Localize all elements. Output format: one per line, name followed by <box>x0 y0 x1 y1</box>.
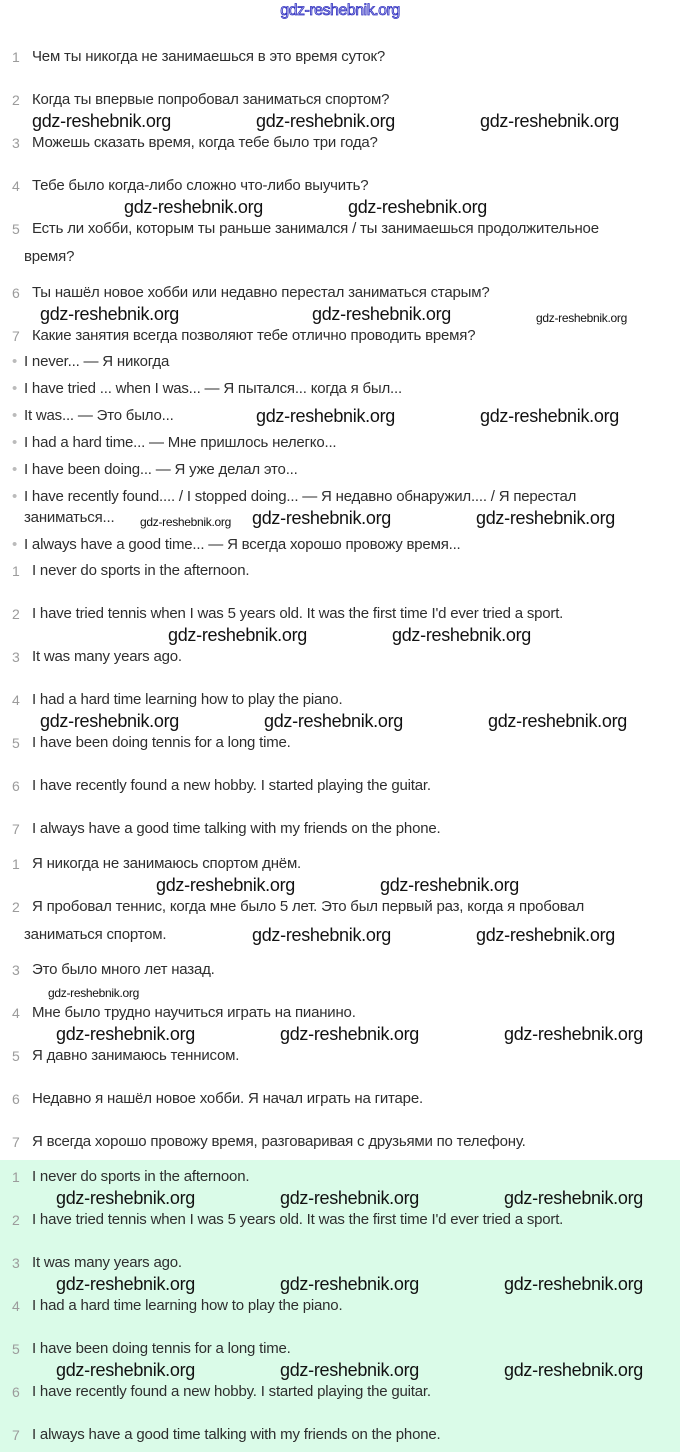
watermark-text: gdz-reshebnik.org <box>40 304 179 324</box>
bullet-icon: • <box>12 434 18 451</box>
watermark-text: gdz-reshebnik.org <box>380 875 519 895</box>
watermark-text: gdz-reshebnik.org <box>40 711 179 731</box>
watermark-text: gdz-reshebnik.org <box>56 1188 195 1208</box>
watermark-text: gdz-reshebnik.org <box>256 111 395 131</box>
item-number: 5 <box>12 1341 20 1357</box>
watermark-text: gdz-reshebnik.org <box>504 1274 643 1294</box>
watermark-text: gdz-reshebnik.org <box>504 1360 643 1380</box>
bullet-icon: • <box>12 536 18 553</box>
item-text: I never do sports in the afternoon. <box>32 1168 250 1185</box>
item-text: I never... — Я никогда <box>24 353 170 370</box>
item-number: 2 <box>12 1212 20 1228</box>
item-text: I had a hard time learning how to play the piano. <box>32 691 343 708</box>
item-number: 3 <box>12 135 20 151</box>
watermark-text: gdz-reshebnik.org <box>280 1360 419 1380</box>
item-text: Я всегда хорошо провожу время, разговаривая с друзьями по телефону. <box>32 1133 526 1150</box>
watermark-text: gdz-reshebnik.org <box>476 925 615 945</box>
watermark-text: gdz-reshebnik.org <box>476 508 615 528</box>
item-number: 5 <box>12 1048 20 1064</box>
item-text: Можешь сказать время, когда тебе было три года? <box>32 134 378 151</box>
item-text: Какие занятия всегда позволяют тебе отлично проводить время? <box>32 327 476 344</box>
item-text: I always have a good time... — Я всегда хорошо провожу время... <box>24 536 461 553</box>
watermark-text: gdz-reshebnik.org <box>32 111 171 131</box>
item-text: I have tried tennis when I was 5 years old. It was the first time I'd ever tried a sport. <box>32 1211 564 1228</box>
item-text: I have been doing tennis for a long time. <box>32 1340 291 1357</box>
item-number: 3 <box>12 1255 20 1271</box>
watermark-text: gdz-reshebnik.org <box>56 1024 195 1044</box>
watermark-text: gdz-reshebnik.org <box>252 508 391 528</box>
item-number: 4 <box>12 1005 20 1021</box>
item-text: Я давно занимаюсь теннисом. <box>32 1047 240 1064</box>
item-text: I always have a good time talking with my friends on the phone. <box>32 820 441 837</box>
watermark-text: gdz-reshebnik.org <box>56 1274 195 1294</box>
watermark-text: gdz-reshebnik.org <box>280 1274 419 1294</box>
item-number: 4 <box>12 1298 20 1314</box>
item-text: It was... — Это было... <box>24 407 174 424</box>
item-number: 5 <box>12 221 20 237</box>
watermark-text: gdz-reshebnik.org <box>488 711 627 731</box>
watermark-text: gdz-reshebnik.org <box>156 875 295 895</box>
item-text: Чем ты никогда не занимаешься в это время суток? <box>32 48 386 65</box>
item-text: Я пробовал теннис, когда мне было 5 лет. Это был первый раз, когда я пробовал <box>32 898 585 915</box>
item-text: Когда ты впервые попробовал заниматься спортом? <box>32 91 390 108</box>
item-number: 6 <box>12 285 20 301</box>
item-text: I have tried ... when I was... — Я пытался... когда я был... <box>24 380 402 397</box>
item-number: 4 <box>12 692 20 708</box>
item-text: I always have a good time talking with my friends on the phone. <box>32 1426 441 1443</box>
item-text: Тебе было когда-либо сложно что-либо выучить? <box>32 177 369 194</box>
watermark-text: gdz-reshebnik.org <box>392 625 531 645</box>
item-number: 7 <box>12 328 20 344</box>
item-text: It was many years ago. <box>32 1254 182 1271</box>
item-number: 6 <box>12 1091 20 1107</box>
item-text: I had a hard time... — Мне пришлось нелегко... <box>24 434 337 451</box>
item-text: Мне было трудно научиться играть на пианино. <box>32 1004 356 1021</box>
bullet-icon: • <box>12 488 18 505</box>
item-number: 4 <box>12 178 20 194</box>
bullet-icon: • <box>12 461 18 478</box>
bullet-icon: • <box>12 380 18 397</box>
item-text: It was many years ago. <box>32 648 182 665</box>
item-number: 7 <box>12 1134 20 1150</box>
watermark-text: gdz-reshebnik.org <box>348 197 487 217</box>
item-text: I have been doing... — Я уже делал это... <box>24 461 298 478</box>
item-text: Есть ли хобби, которым ты раньше занимался / ты занимаешься продолжительное <box>32 220 599 237</box>
watermark-text: gdz-reshebnik.org <box>264 711 403 731</box>
item-number: 2 <box>12 899 20 915</box>
item-text-continued: заниматься... <box>24 509 115 526</box>
item-number: 3 <box>12 962 20 978</box>
item-text: Я никогда не занимаюсь спортом днём. <box>32 855 302 872</box>
item-number: 3 <box>12 649 20 665</box>
item-number: 2 <box>12 606 20 622</box>
item-number: 1 <box>12 49 20 65</box>
watermark-text: gdz-reshebnik.org <box>480 406 619 426</box>
item-text-continued: заниматься спортом. <box>24 926 167 943</box>
watermark-text: gdz-reshebnik.org <box>504 1188 643 1208</box>
item-text: I have recently found a new hobby. I started playing the guitar. <box>32 777 431 794</box>
item-number: 1 <box>12 1169 20 1185</box>
item-text: Это было много лет назад. <box>32 961 215 978</box>
watermark-text: gdz-reshebnik.org <box>480 111 619 131</box>
site-watermark-logo: gdz-reshebnik.org <box>280 2 400 19</box>
item-text: I have recently found.... / I stopped doing... — Я недавно обнаружил.... / Я перестал <box>24 488 577 505</box>
item-number: 5 <box>12 735 20 751</box>
watermark-text: gdz-reshebnik.org <box>280 1188 419 1208</box>
watermark-text: gdz-reshebnik.org <box>124 197 263 217</box>
item-text: I never do sports in the afternoon. <box>32 562 250 579</box>
watermark-text: gdz-reshebnik.org <box>312 304 451 324</box>
watermark-text: gdz-reshebnik.org <box>504 1024 643 1044</box>
item-text-continued: время? <box>24 248 75 265</box>
watermark-text: gdz-reshebnik.org <box>56 1360 195 1380</box>
watermark-text: gdz-reshebnik.org <box>48 986 139 1000</box>
watermark-text: gdz-reshebnik.org <box>280 1024 419 1044</box>
item-number: 2 <box>12 92 20 108</box>
item-text: I have been doing tennis for a long time. <box>32 734 291 751</box>
item-number: 6 <box>12 778 20 794</box>
bullet-icon: • <box>12 407 18 424</box>
item-number: 6 <box>12 1384 20 1400</box>
watermark-text: gdz-reshebnik.org <box>256 406 395 426</box>
watermark-text: gdz-reshebnik.org <box>252 925 391 945</box>
item-number: 1 <box>12 856 20 872</box>
item-text: I have recently found a new hobby. I started playing the guitar. <box>32 1383 431 1400</box>
bullet-icon: • <box>12 353 18 370</box>
item-text: Недавно я нашёл новое хобби. Я начал играть на гитаре. <box>32 1090 423 1107</box>
item-number: 1 <box>12 563 20 579</box>
item-text: I have tried tennis when I was 5 years old. It was the first time I'd ever tried a sport. <box>32 605 564 622</box>
watermark-text: gdz-reshebnik.org <box>536 311 627 325</box>
item-number: 7 <box>12 1427 20 1443</box>
watermark-text: gdz-reshebnik.org <box>140 515 231 529</box>
item-text: I had a hard time learning how to play the piano. <box>32 1297 343 1314</box>
item-text: Ты нашёл новое хобби или недавно перестал заниматься старым? <box>32 284 490 301</box>
item-number: 7 <box>12 821 20 837</box>
watermark-text: gdz-reshebnik.org <box>168 625 307 645</box>
